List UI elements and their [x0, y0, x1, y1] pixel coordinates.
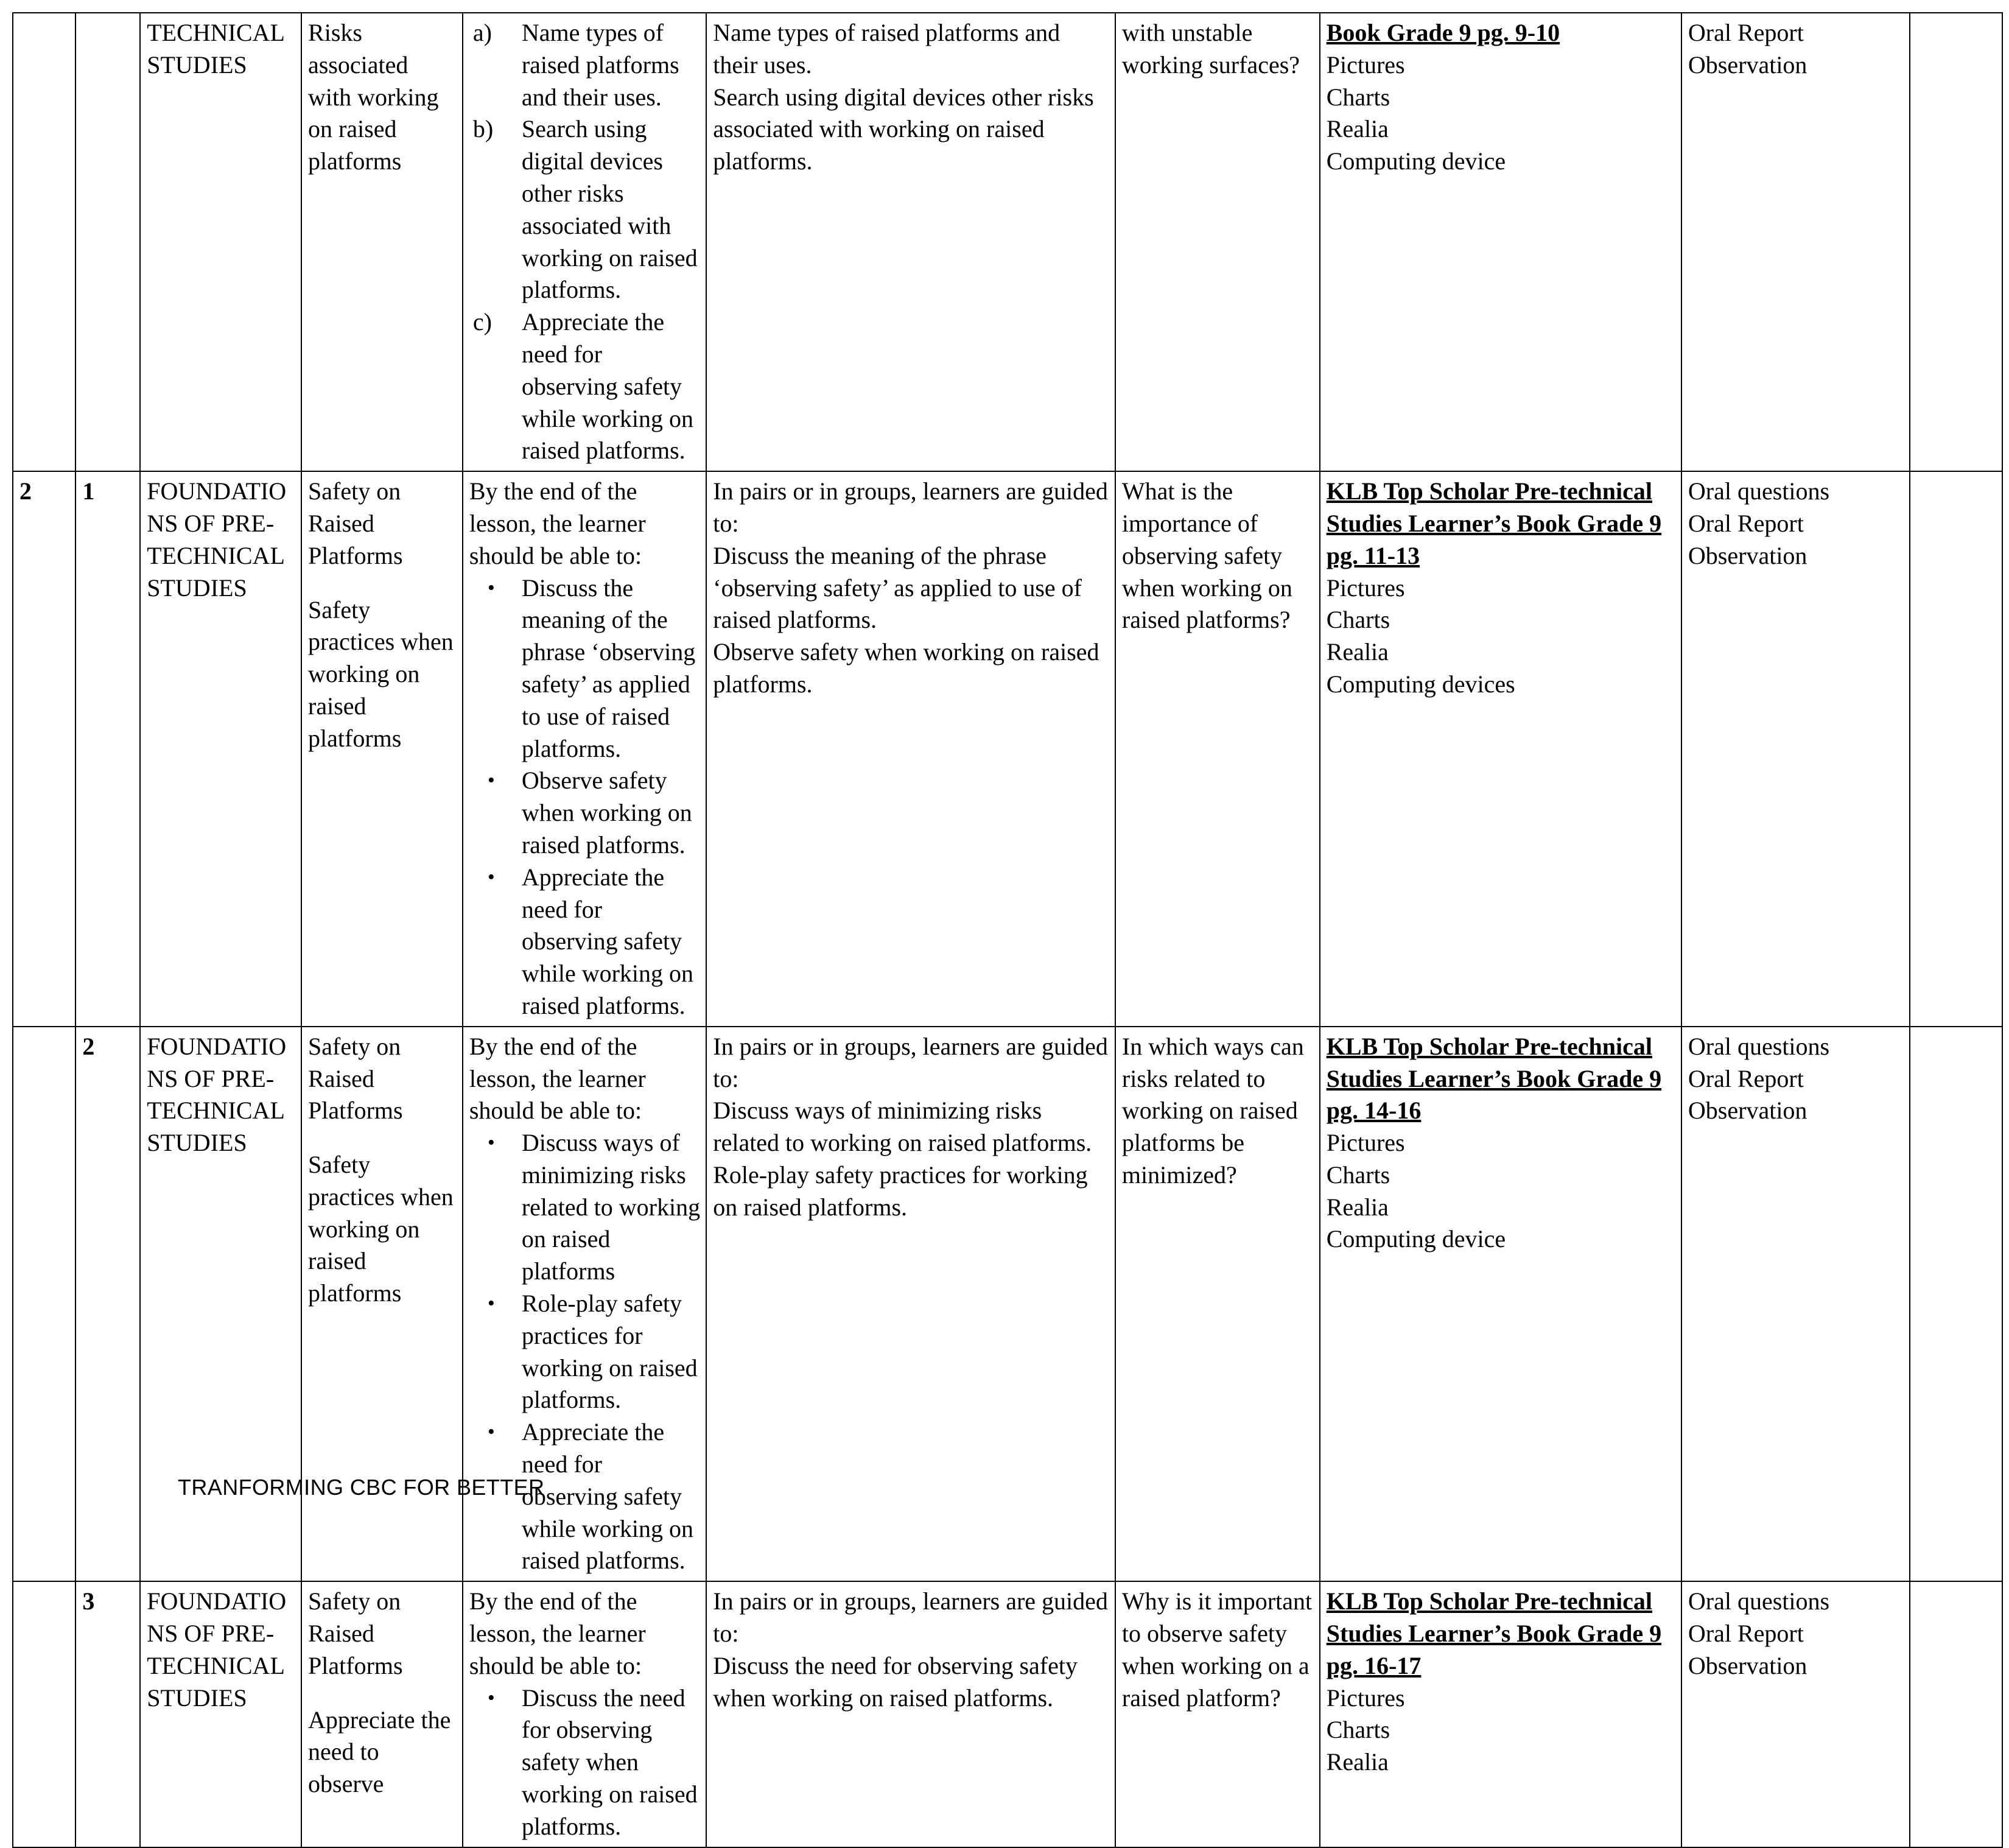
- cell-strand: FOUNDATIONS OF PRE-TECHNICAL STUDIES: [140, 1581, 301, 1847]
- cell-learning-experiences: [706, 13, 1115, 471]
- outcome-item: a) Name types of raised platforms and their uses.: [469, 17, 701, 113]
- outcome-item: • Appreciate the need for observing safety while working on raised platforms.: [469, 862, 701, 1022]
- experiences-intro: In pairs or in groups, learners are guided to:: [713, 1587, 1108, 1648]
- outcome-item: • Appreciate the need for observing safety while working on raised platforms.: [469, 1416, 701, 1577]
- list-marker-icon: •: [487, 1292, 495, 1315]
- resource-item: Charts: [1326, 1161, 1390, 1189]
- cell-learning-resources: [1320, 1581, 1681, 1847]
- experience-item: Discuss the meaning of the phrase ‘observing safety’ as applied to use of raised platforms.: [713, 541, 1082, 634]
- assessment-item: Observation: [1688, 1651, 1807, 1679]
- table-row: [13, 471, 2002, 1027]
- outcomes-list: [469, 17, 701, 467]
- experiences-intro: In pairs or in groups, learners are guided to:: [713, 477, 1108, 537]
- assessment-item: Observation: [1688, 51, 1807, 79]
- cell-substrand: [301, 471, 463, 1027]
- experiences-intro: In pairs or in groups, learners are guided to:: [713, 1032, 1108, 1092]
- table-row: [13, 1581, 2002, 1847]
- cell-strand: FOUNDATIONS OF PRE-TECHNICAL STUDIES: [140, 1027, 301, 1582]
- assessment-item: Oral questions: [1688, 477, 1830, 505]
- outcome-item: • Role-play safety practices for working on raised platforms.: [469, 1288, 701, 1416]
- resource-item: Charts: [1326, 83, 1390, 111]
- list-marker-icon: •: [487, 865, 495, 888]
- list-marker-icon: •: [487, 576, 495, 599]
- outcomes-list: [469, 572, 701, 1022]
- cell-week: 2: [13, 471, 75, 1027]
- experience-item: Discuss the need for observing safety when working on raised platforms.: [713, 1651, 1078, 1712]
- experience-item: Role-play safety practices for working on raised platforms.: [713, 1161, 1088, 1221]
- cell-reflection: [1910, 1027, 2003, 1582]
- list-marker-icon: a): [472, 19, 492, 46]
- resource-item: Charts: [1326, 1716, 1390, 1744]
- assessment-item: Observation: [1688, 1097, 1807, 1125]
- list-marker-icon: b): [472, 115, 494, 143]
- assessment-items: [1688, 1586, 1904, 1682]
- cell-week: [13, 13, 75, 471]
- cell-reflection: [1910, 1581, 2003, 1847]
- outcomes-intro: By the end of the lesson, the learner should be able to:: [469, 1032, 646, 1125]
- outcomes-list: [469, 1127, 701, 1577]
- experience-item: Observe safety when working on raised platforms.: [713, 638, 1099, 698]
- cell-key-inquiry-question: with unstable working surfaces?: [1115, 13, 1320, 471]
- resource-item: Computing devices: [1326, 670, 1515, 698]
- table-body: [13, 13, 2002, 1847]
- cell-learning-resources: [1320, 13, 1681, 471]
- substrand-primary: Safety on Raised Platforms: [308, 1032, 403, 1125]
- outcome-item: • Discuss the need for observing safety when working on raised platforms.: [469, 1682, 701, 1843]
- resource-item: Realia: [1326, 1748, 1389, 1776]
- resource-items: [1327, 49, 1676, 178]
- substrand-primary: Safety on Raised Platforms: [308, 1587, 403, 1679]
- assessment-item: Observation: [1688, 541, 1807, 569]
- list-marker-icon: c): [472, 308, 492, 336]
- outcomes-list: [469, 1682, 701, 1843]
- cell-lesson: 1: [75, 471, 140, 1027]
- cell-reflection: [1910, 13, 2003, 471]
- cell-learning-experiences: [706, 471, 1115, 1027]
- substrand-secondary: Appreciate the need to observe: [308, 1706, 451, 1798]
- resource-item: Computing device: [1326, 147, 1506, 175]
- resource-items: [1327, 572, 1676, 701]
- resource-book-title: KLB Top Scholar Pre-technical Studies Learner’s Book Grade 9 pg. 16-17: [1326, 1587, 1662, 1679]
- cell-learning-outcomes: [463, 13, 706, 471]
- cell-lesson: 2: [75, 1027, 140, 1582]
- cell-strand: FOUNDATIONS OF PRE-TECHNICAL STUDIES: [140, 471, 301, 1027]
- resource-item: Pictures: [1326, 1129, 1405, 1157]
- resource-item: Charts: [1326, 606, 1390, 634]
- resource-items: [1327, 1127, 1676, 1256]
- list-marker-icon: •: [487, 1686, 495, 1709]
- outcome-item: • Discuss the meaning of the phrase ‘observing safety’ as applied to use of raised platforms.: [469, 572, 701, 765]
- assessment-item: Oral questions: [1688, 1032, 1830, 1060]
- cell-learning-resources: [1320, 471, 1681, 1027]
- cell-substrand: [301, 13, 463, 471]
- cell-learning-resources: [1320, 1027, 1681, 1582]
- cell-learning-outcomes: [463, 1581, 706, 1847]
- resource-item: Pictures: [1326, 574, 1405, 602]
- resource-item: Computing device: [1326, 1225, 1506, 1253]
- assessment-item: Oral Report: [1688, 1620, 1804, 1648]
- experience-item: Name types of raised platforms and their uses.: [713, 19, 1061, 79]
- outcome-item: • Discuss ways of minimizing risks related to working on raised platforms: [469, 1127, 701, 1288]
- cell-week: [13, 1027, 75, 1582]
- cell-key-inquiry-question: In which ways can risks related to working on raised platforms be minimized?: [1115, 1027, 1320, 1582]
- cell-reflection: [1910, 471, 2003, 1027]
- outcome-item: • Observe safety when working on raised platforms.: [469, 765, 701, 861]
- page-footer: TRANFORMING CBC FOR BETTER: [178, 1475, 545, 1500]
- experience-item: Discuss ways of minimizing risks related to working on raised platforms.: [713, 1097, 1092, 1157]
- cell-key-inquiry-question: What is the importance of observing safety when working on raised platforms?: [1115, 471, 1320, 1027]
- cell-learning-experiences: [706, 1027, 1115, 1582]
- experience-item: Search using digital devices other risks associated with working on raised platforms.: [713, 83, 1094, 175]
- cell-learning-experiences: [706, 1581, 1115, 1847]
- assessment-item: Oral Report: [1688, 19, 1804, 46]
- substrand-secondary: Safety practices when working on raised platforms: [308, 596, 454, 752]
- resource-item: Realia: [1326, 638, 1389, 666]
- cell-assessment-methods: [1681, 471, 1910, 1027]
- cell-week: [13, 1581, 75, 1847]
- list-marker-icon: •: [487, 1131, 495, 1154]
- cell-substrand: [301, 1581, 463, 1847]
- outcomes-intro: By the end of the lesson, the learner should be able to:: [469, 477, 646, 569]
- assessment-items: [1688, 1031, 1904, 1127]
- cell-assessment-methods: [1681, 1581, 1910, 1847]
- cell-strand: TECHNICAL STUDIES: [140, 13, 301, 471]
- resource-items: [1327, 1682, 1676, 1779]
- list-marker-icon: •: [487, 769, 495, 792]
- substrand-secondary: Safety practices when working on raised platforms: [308, 1151, 454, 1307]
- substrand-primary: Risks associated with working on raised platforms: [308, 19, 439, 175]
- resource-book-title: KLB Top Scholar Pre-technical Studies Learner’s Book Grade 9 pg. 14-16: [1326, 1032, 1662, 1125]
- scheme-of-work-table: [12, 12, 2003, 1848]
- resource-book-title: KLB Top Scholar Pre-technical Studies Learner’s Book Grade 9 pg. 11-13: [1326, 477, 1662, 569]
- substrand-primary: Safety on Raised Platforms: [308, 477, 403, 569]
- outcome-item: c) Appreciate the need for observing safety while working on raised platforms.: [469, 306, 701, 467]
- cell-key-inquiry-question: Why is it important to observe safety when working on a raised platform?: [1115, 1581, 1320, 1847]
- cell-lesson: [75, 13, 140, 471]
- resource-item: Realia: [1326, 1193, 1389, 1221]
- assessment-items: [1688, 17, 1904, 82]
- cell-lesson: 3: [75, 1581, 140, 1847]
- table-row: [13, 13, 2002, 471]
- outcome-item: b) Search using digital devices other risks associated with working on raised platforms.: [469, 113, 701, 306]
- assessment-item: Oral Report: [1688, 509, 1804, 537]
- cell-learning-outcomes: [463, 471, 706, 1027]
- assessment-items: [1688, 476, 1904, 572]
- resource-item: Pictures: [1326, 1684, 1405, 1712]
- assessment-item: Oral questions: [1688, 1587, 1830, 1615]
- assessment-item: Oral Report: [1688, 1064, 1804, 1092]
- resource-book-title: Book Grade 9 pg. 9-10: [1326, 19, 1560, 46]
- cell-assessment-methods: [1681, 13, 1910, 471]
- cell-assessment-methods: [1681, 1027, 1910, 1582]
- resource-item: Pictures: [1326, 51, 1405, 79]
- resource-item: Realia: [1326, 115, 1389, 143]
- outcomes-intro: By the end of the lesson, the learner should be able to:: [469, 1587, 646, 1679]
- list-marker-icon: •: [487, 1421, 495, 1444]
